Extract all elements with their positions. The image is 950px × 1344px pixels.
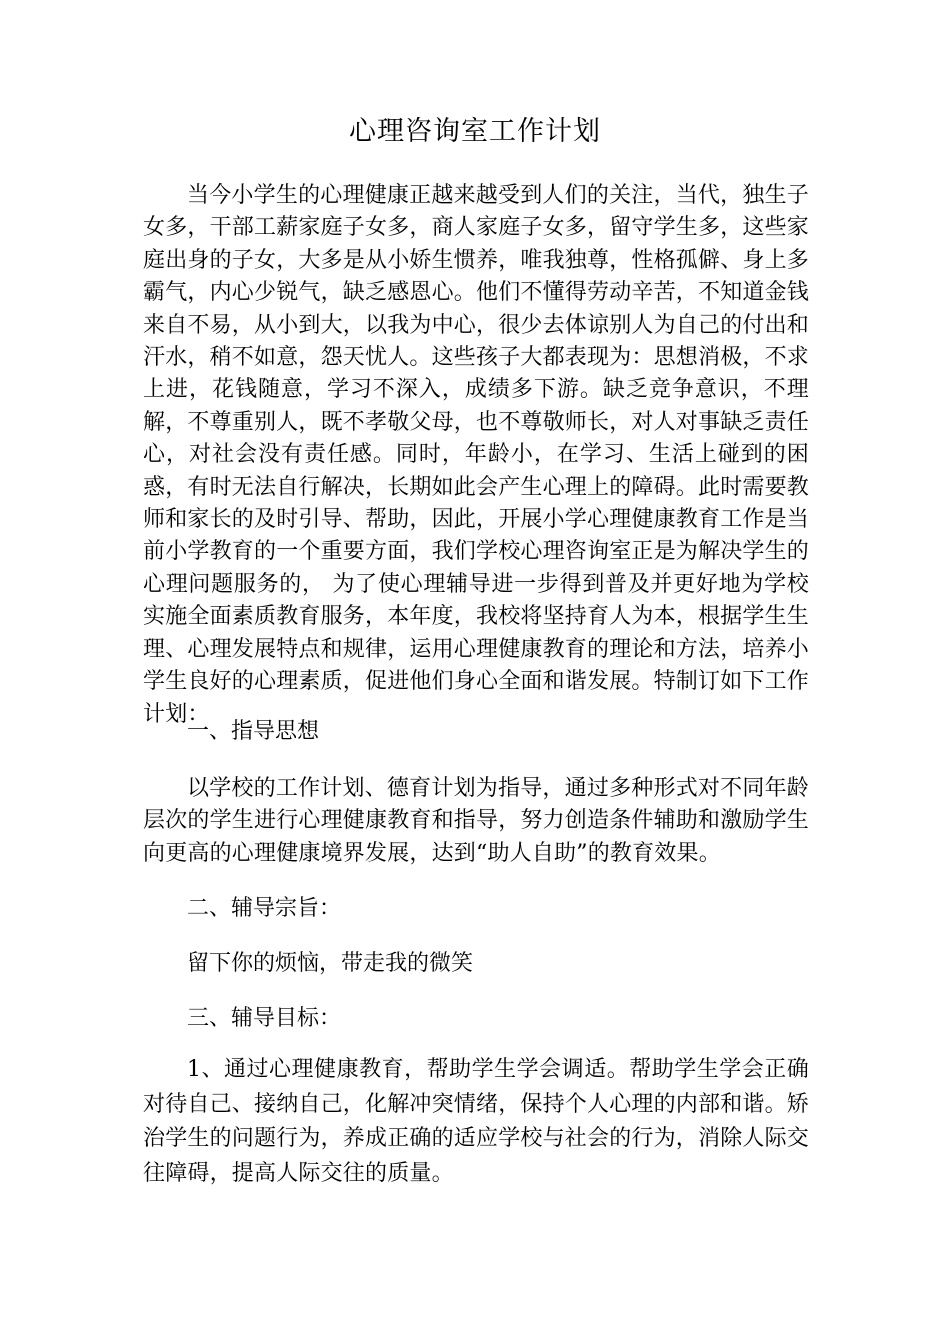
section-heading-goals: 三、辅导目标： [187, 1006, 342, 1031]
document-title: 心理咨询室工作计划 [349, 116, 601, 147]
goal-item-1: 1、通过心理健康教育，帮助学生学会调适。帮助学生学会正确对待自己、接纳自己，化解冲突情绪，保持个人心理的内部和谐。矫治学生的问题行为，养成正确的适应学校与社会的行为，消除人际交往障碍，提高人际交往的质量。 [143, 1057, 810, 1186]
section-heading-purpose: 二、辅导宗旨： [187, 896, 342, 921]
intro-paragraph: 当今小学生的心理健康正越来越受到人们的关注，当代，独生子女多，干部工薪家庭子女多，商人家庭子女多，留守学生多，这些家庭出身的子女，大多是从小娇生惯养，唯我独尊，性格孤僻、身上多霸气，内心少锐气，缺乏感恩心。他们不懂得劳动辛苦，不知道金钱来自不易，从小到大，以我为中心，很少去体谅别人为自己的付出和汗水，稍不如意，怨天忧人。这些孩子大都表现为：思想消极，不求上进，花钱随意，学习不深入，成绩多下游。缺乏竞争意识，不理解，不尊重别人，既不孝敬父母，也不尊敬师长，对人对事缺乏责任心，对社会没有责任感。同时，年龄小，在学习、生活上碰到的困惑，有时无法自行解决，长期如此会产生心理上的障碍。此时需要教师和家长的及时引导、帮助，因此，开展小学心理健康教育工作是当前小学教育的一个重要方面，我们学校心理咨询室正是为解决学生的心理问题服务的， 为了使心理辅导进一步得到普及并更好地为学校实施全面素质教育服务，本年度，我校将坚持育人为本，根据学生生理、心理发展特点和规律，运用心理健康教育的理论和方法，培养小学生良好的心理素质，促进他们身心全面和谐发展。特制订如下工作计划： [143, 183, 810, 727]
guiding-ideology-paragraph: 以学校的工作计划、德育计划为指导，通过多种形式对不同年龄层次的学生进行心理健康教育和指导，努力创造条件辅助和激励学生向更高的心理健康境界发展，达到“助人自助”的教育效果。 [143, 776, 810, 866]
purpose-motto: 留下你的烦恼，带走我的微笑 [187, 951, 474, 976]
section-heading-guiding-ideology: 一、指导思想 [187, 719, 320, 744]
